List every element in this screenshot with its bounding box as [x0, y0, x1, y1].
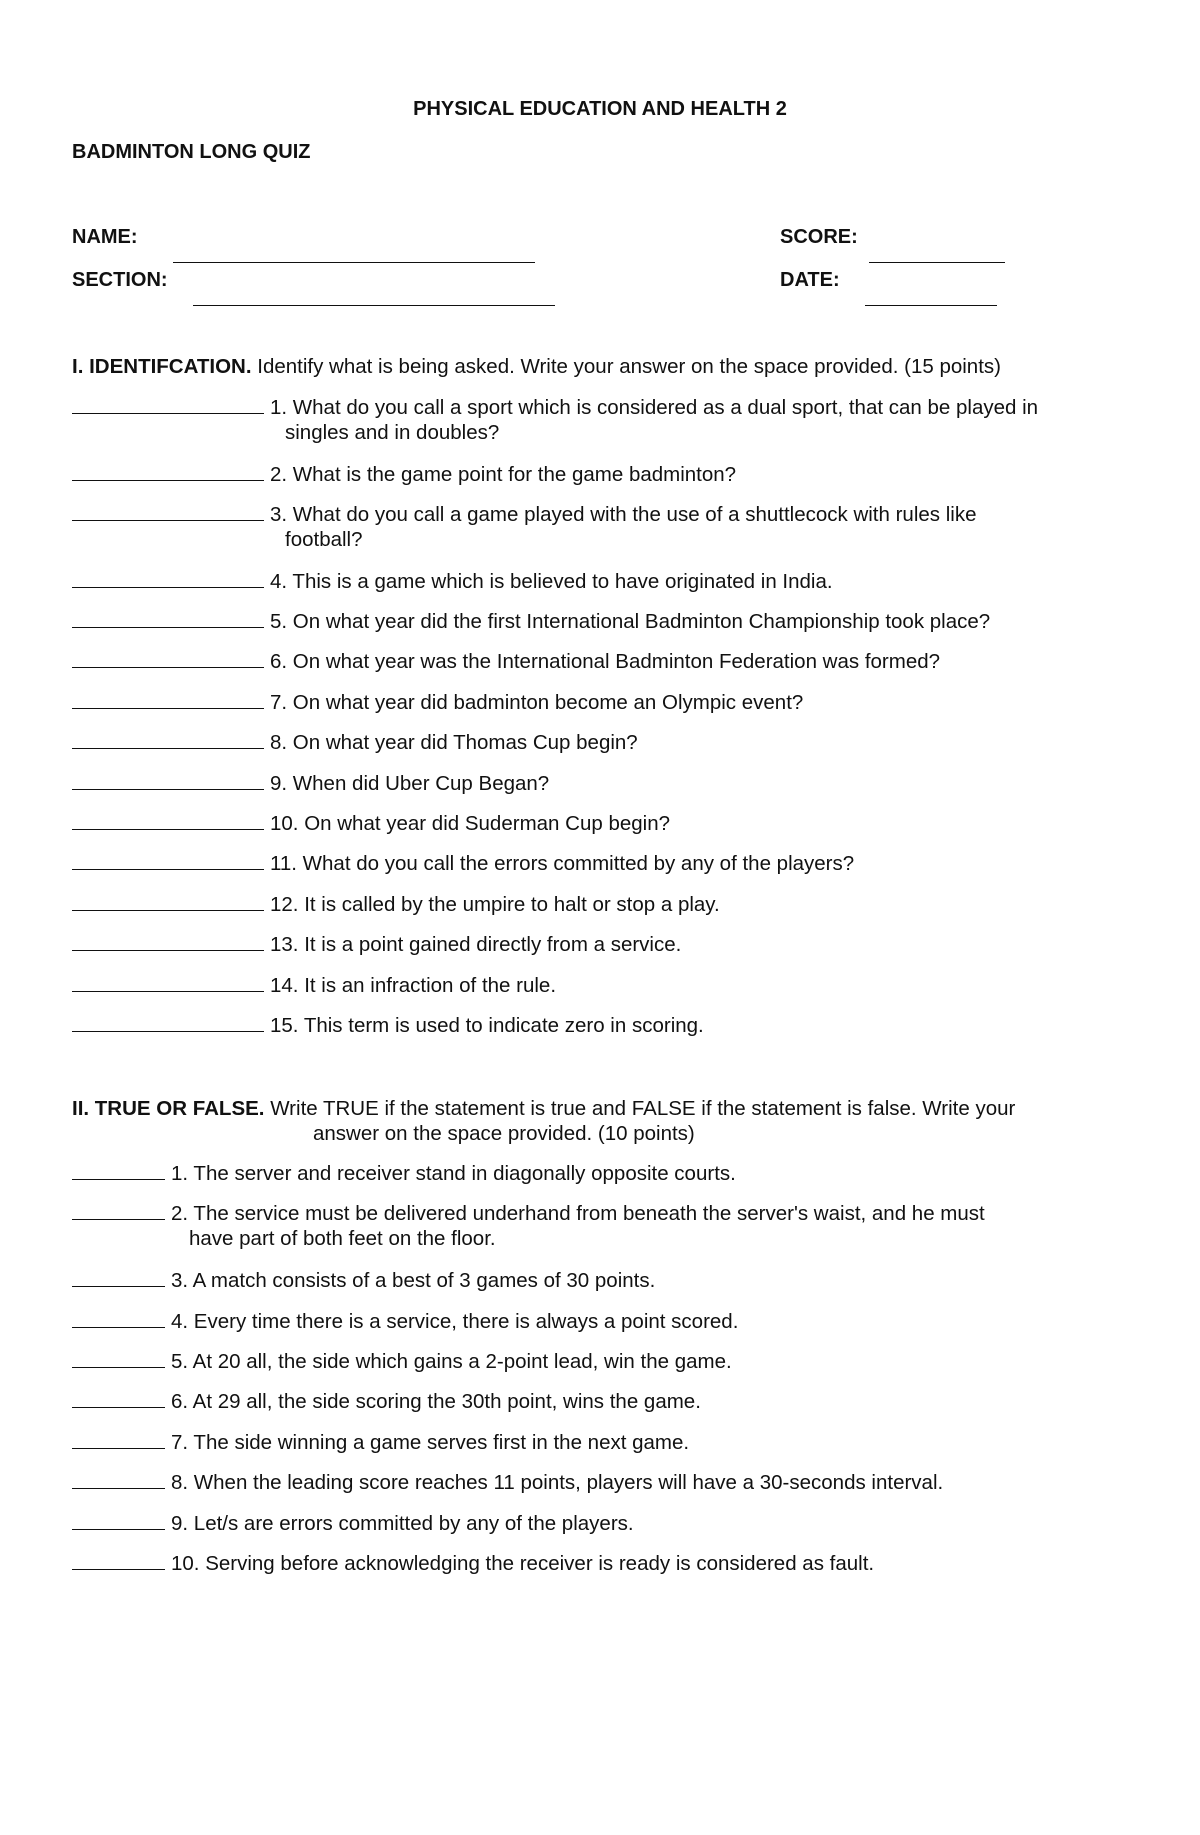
identification-instructions: Identify what is being asked. Write your answer on the space provided. (15 points)	[257, 355, 1001, 378]
true-false-item	[72, 1309, 1132, 1334]
answer-blank[interactable]	[72, 1309, 165, 1328]
answer-blank[interactable]	[72, 851, 264, 870]
answer-blank[interactable]	[72, 1268, 165, 1287]
identification-item	[72, 973, 1132, 998]
question-text: 1. What do you call a sport which is considered as a dual sport, that can be played in	[270, 396, 1039, 419]
true-false-title: II. TRUE OR FALSE.	[72, 1097, 265, 1120]
answer-blank[interactable]	[72, 771, 264, 790]
question-text: 4. This is a game which is believed to have originated in India.	[270, 570, 833, 593]
identification-item	[72, 462, 1132, 487]
answer-blank[interactable]	[72, 1389, 165, 1408]
identification-item	[72, 690, 1132, 715]
identification-item	[72, 932, 1132, 957]
answer-blank[interactable]	[72, 932, 264, 951]
true-false-item	[72, 1161, 1132, 1186]
answer-blank[interactable]	[72, 1349, 165, 1368]
question-text: 14. It is an infraction of the rule.	[270, 974, 557, 997]
page-title: PHYSICAL EDUCATION AND HEALTH 2	[413, 98, 787, 120]
answer-blank[interactable]	[72, 569, 264, 588]
answer-blank[interactable]	[72, 690, 264, 709]
identification-item	[72, 395, 1132, 445]
question-text: 15. This term is used to indicate zero in scoring.	[270, 1014, 704, 1037]
statement-text: 8. When the leading score reaches 11 points, players will have a 30-seconds interval.	[171, 1471, 944, 1494]
identification-item	[72, 502, 1132, 552]
identification-item	[72, 569, 1132, 594]
section-field	[72, 269, 168, 292]
statement-text: 1. The server and receiver stand in diagonally opposite courts.	[171, 1162, 736, 1185]
identification-title: I. IDENTIFCATION.	[72, 355, 252, 378]
statement-text: 2. The service must be delivered underhand from beneath the server's waist, and he must	[171, 1202, 985, 1225]
identification-item	[72, 892, 1132, 917]
name-field	[72, 226, 138, 249]
answer-blank[interactable]	[72, 1470, 165, 1489]
statement-text: 10. Serving before acknowledging the receiver is ready is considered as fault.	[171, 1552, 875, 1575]
true-false-item	[72, 1511, 1132, 1536]
identification-item	[72, 1013, 1132, 1038]
identification-item	[72, 811, 1132, 836]
answer-blank[interactable]	[72, 1551, 165, 1570]
name-line[interactable]	[173, 246, 535, 269]
answer-blank[interactable]	[72, 395, 264, 414]
answer-blank[interactable]	[72, 973, 264, 992]
statement-text: 7. The side winning a game serves first in the next game.	[171, 1431, 690, 1454]
section-label: SECTION:	[72, 269, 168, 291]
quiz-subtitle: BADMINTON LONG QUIZ	[72, 141, 311, 163]
statement-text: 6. At 29 all, the side scoring the 30th point, wins the game.	[171, 1390, 701, 1413]
question-text: 13. It is a point gained directly from a service.	[270, 933, 682, 956]
question-text: 7. On what year did badminton become an Olympic event?	[270, 691, 804, 714]
true-false-item	[72, 1470, 1132, 1495]
answer-blank[interactable]	[72, 1430, 165, 1449]
statement-text: 3. A match consists of a best of 3 games of 30 points.	[171, 1269, 656, 1292]
true-false-item	[72, 1201, 1132, 1251]
answer-blank[interactable]	[72, 502, 264, 521]
answer-blank[interactable]	[72, 811, 264, 830]
score-label: SCORE:	[780, 226, 858, 248]
statement-text: 9. Let/s are errors committed by any of the players.	[171, 1512, 634, 1535]
identification-item	[72, 609, 1132, 634]
question-text: 8. On what year did Thomas Cup begin?	[270, 731, 638, 754]
answer-blank[interactable]	[72, 730, 264, 749]
score-line[interactable]	[869, 246, 1005, 269]
true-false-heading	[72, 1096, 1132, 1146]
question-text: 2. What is the game point for the game badminton?	[270, 463, 737, 486]
date-label: DATE:	[780, 269, 840, 291]
question-text: 11. What do you call the errors committed by any of the players?	[270, 852, 855, 875]
date-field	[780, 269, 840, 292]
answer-blank[interactable]	[72, 1013, 264, 1032]
true-false-item	[72, 1551, 1132, 1576]
name-label: NAME:	[72, 226, 138, 248]
question-text-continued: singles and in doubles?	[285, 421, 500, 444]
true-false-instructions-2: answer on the space provided. (10 points)	[313, 1122, 695, 1145]
statement-text-continued: have part of both feet on the floor.	[189, 1227, 496, 1250]
question-text-continued: football?	[285, 528, 363, 551]
true-false-instructions-1: Write TRUE if the statement is true and FALSE if the statement is false. Write your	[270, 1097, 1016, 1120]
answer-blank[interactable]	[72, 462, 264, 481]
question-text: 9. When did Uber Cup Began?	[270, 772, 550, 795]
identification-item	[72, 771, 1132, 796]
question-text: 12. It is called by the umpire to halt or stop a play.	[270, 893, 720, 916]
question-text: 6. On what year was the International Badminton Federation was formed?	[270, 650, 941, 673]
date-line[interactable]	[865, 289, 997, 312]
true-false-item	[72, 1430, 1132, 1455]
true-false-item	[72, 1268, 1132, 1293]
answer-blank[interactable]	[72, 1511, 165, 1530]
answer-blank[interactable]	[72, 892, 264, 911]
statement-text: 4. Every time there is a service, there is always a point scored.	[171, 1310, 739, 1333]
statement-text: 5. At 20 all, the side which gains a 2-point lead, win the game.	[171, 1350, 732, 1373]
identification-item	[72, 730, 1132, 755]
identification-item	[72, 851, 1132, 876]
question-text: 3. What do you call a game played with the use of a shuttlecock with rules like	[270, 503, 977, 526]
section-line[interactable]	[193, 289, 555, 312]
question-text: 5. On what year did the first International Badminton Championship took place?	[270, 610, 991, 633]
answer-blank[interactable]	[72, 1161, 165, 1180]
true-false-item	[72, 1349, 1132, 1374]
answer-blank[interactable]	[72, 609, 264, 628]
answer-blank[interactable]	[72, 649, 264, 668]
true-false-item	[72, 1389, 1132, 1414]
question-text: 10. On what year did Suderman Cup begin?	[270, 812, 671, 835]
identification-item	[72, 649, 1132, 674]
identification-heading	[72, 354, 1132, 379]
score-field	[780, 226, 858, 249]
answer-blank[interactable]	[72, 1201, 165, 1220]
